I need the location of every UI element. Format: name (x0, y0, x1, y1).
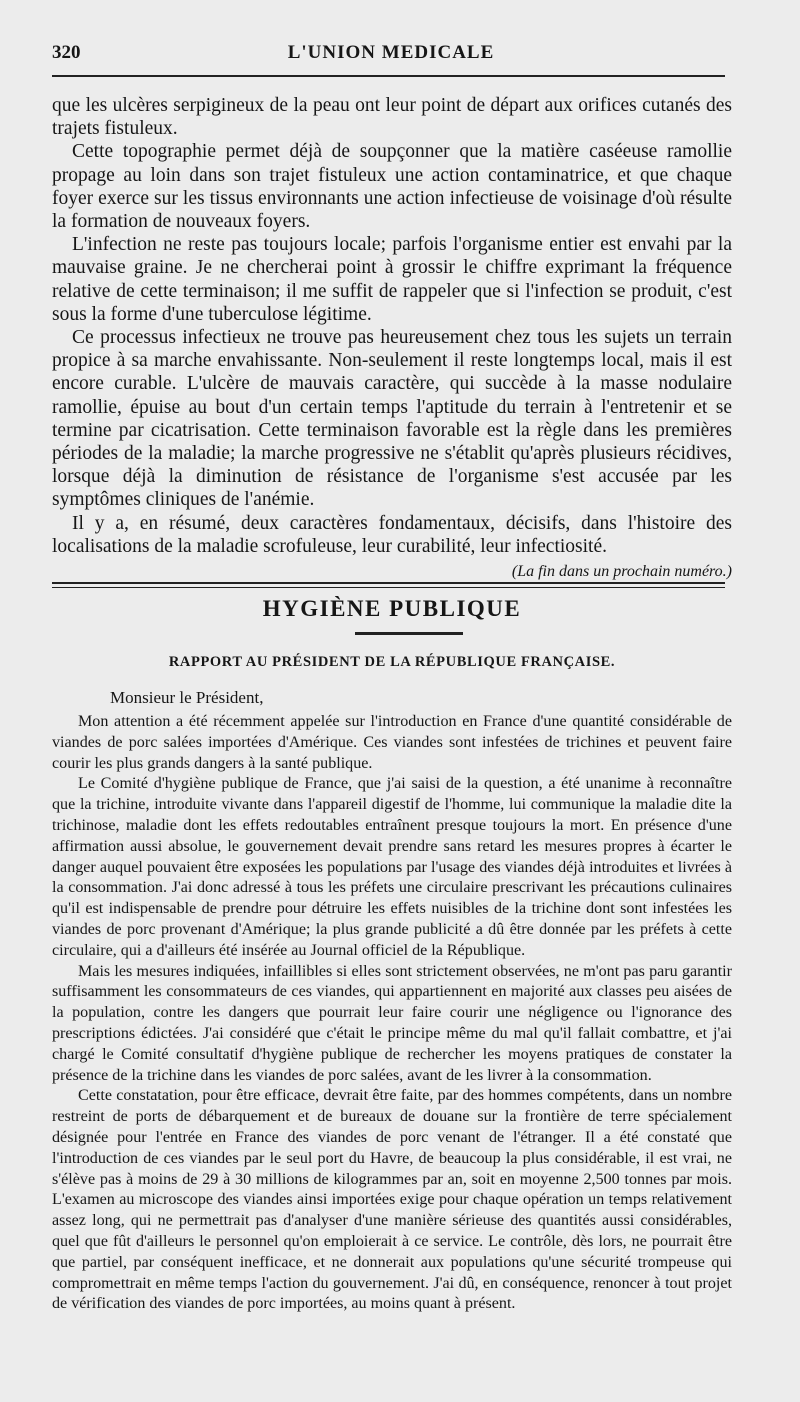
page-header (52, 42, 730, 72)
header-rule (52, 75, 725, 77)
article-paragraph: Il y a, en résumé, deux caractères fondamentaux, décisifs, dans l'histoire des localisations de la maladie scrofuleuse, leur curabilité, leur infectiosité. (52, 512, 732, 557)
report-paragraph: Le Comité d'hygiène publique de France, que j'ai saisi de la question, a été unanime à reconnaître que la trichine, introduite vivante dans l'appareil digestif de l'homme, lui communique la maladie dite la trichinose, maladie dont les effets redoutables entraînent presque toujours la mort. En présence d'une affirmation aussi absolue, le gouvernement devait prendre sans retard les mesures propres à écarter le danger auquel pouvaient être exposées les populations par l'usage des viandes déjà introduites et livrées à la consommation. J'ai donc adressé à tous les préfets une circulaire prescrivant les précautions culinaires qu'il est indispensable de prendre pour détruire les effets nuisibles de la trichine dont sont infestées les viandes de porc provenant d'Amérique; la plus grande publicité a dû être donnée par les préfets à cette circulaire, qui a d'ailleurs été insérée au Journal officiel de la République. (52, 775, 732, 959)
section-subtitle: RAPPORT AU PRÉSIDENT DE LA RÉPUBLIQUE FRANÇAISE. (168, 654, 616, 670)
salutation: Monsieur le Président, (110, 688, 264, 707)
journal-title: L'UNION MEDICALE (287, 42, 495, 63)
title-underline (355, 632, 463, 635)
article-paragraph: que les ulcères serpigineux de la peau ont leur point de départ aux orifices cutanés des trajets fistuleux. (52, 95, 732, 140)
continuation-note: (La fin dans un prochain numéro.) (511, 563, 732, 581)
report-paragraph: Mon attention a été récemment appelée sur l'introduction en France d'une quantité considérable de viandes de porc salées importées d'Amérique. Ces viandes sont infestées de trichines et peuvent faire courir les plus grands dangers à la santé publique. (52, 713, 732, 772)
report-paragraph: Mais les mesures indiquées, infaillibles si elles sont strictement observées, ne m'ont pas paru garantir suffisamment les consommateurs de ces viandes, qui appartiennent en majorité aux classes peu aisées de la population, contre les dangers que pourrait leur faire courir une négligence ou l'ignorance des prescriptions édictées. J'ai considéré que c'était le principe même du mal qu'il fallait combattre, et j'ai chargé le Comité consultatif d'hygiène publique de rechercher les moyens pratiques de constater la présence de la trichine dans les viandes de porc salées, avant de les livrer à la consommation. (52, 962, 732, 1084)
page-number: 320 (52, 42, 81, 63)
section-divider-thin (52, 587, 725, 588)
section-divider (52, 582, 725, 584)
article-end (52, 94, 732, 583)
report-paragraph: Cette constatation, pour être efficace, devrait être faite, par des hommes compétents, dans un nombre restreint de ports de débarquement et de bureaux de douane sur la frontière de terre spécialement désignée pour l'entrée en France des viandes de porc venant de l'étranger. Il a été constaté que l'introduction de ces viandes par le seul port du Havre, de beaucoup la plus considérable, il est vrai, ne s'élève pas à moins de 29 à 30 millions de kilogrammes par an, soit en moyenne 2,500 tonnes par mois. L'examen au microscope des viandes ainsi importées exige pour chaque opération un temps relativement assez long, qui ne permettrait pas d'analyser d'une manière sérieuse des quantités aussi considérables, quel que fût d'ailleurs le personnel qu'on emploierait à ce service. Le contrôle, dès lors, ne pourrait être que partiel, par conséquent inefficace, et ne donnerait aux populations qu'une sécurité trompeuse qui compromettrait en même temps l'action du gouvernement. J'ai dû, en conséquence, renoncer à tout projet de vérification des viandes de porc importées, au moins quant à présent. (52, 1087, 732, 1313)
section-title: HYGIÈNE PUBLIQUE (262, 596, 522, 621)
report-body (52, 712, 732, 1315)
article-paragraph: Ce processus infectieux ne trouve pas heureusement chez tous les sujets un terrain propice à sa marche envahissante. Non-seulement il reste longtemps local, mais il est encore curable. L'ulcère de mauvais caractère, qui succède à la masse nodulaire ramollie, épuise au bout d'un certain temps l'aptitude du terrain à l'entretenir et se termine par cicatrisation. Cette terminaison favorable est la règle dans les premières périodes de la maladie; la marche progressive ne s'établit qu'après plusieurs récidives, lorsque déjà la diminution de résistance de l'organisme s'est accusée par les symptômes cliniques de l'anémie. (52, 327, 732, 511)
article-paragraph: L'infection ne reste pas toujours locale; parfois l'organisme entier est envahi par la mauvaise graine. Je ne chercherai point à grossir le chiffre exprimant la fréquence relative de cette terminaison; il me suffit de rappeler que si l'infection se produit, c'est sous la forme d'une tuberculose légitime. (52, 234, 732, 325)
article-paragraph: Cette topographie permet déjà de soupçonner que la matière caséeuse ramollie propage au loin dans son trajet fistuleux une action contaminatrice, et que chaque foyer exerce sur les tissus environnants une action infectieuse de voisinage d'où résulte la formation de nouveaux foyers. (52, 141, 732, 233)
